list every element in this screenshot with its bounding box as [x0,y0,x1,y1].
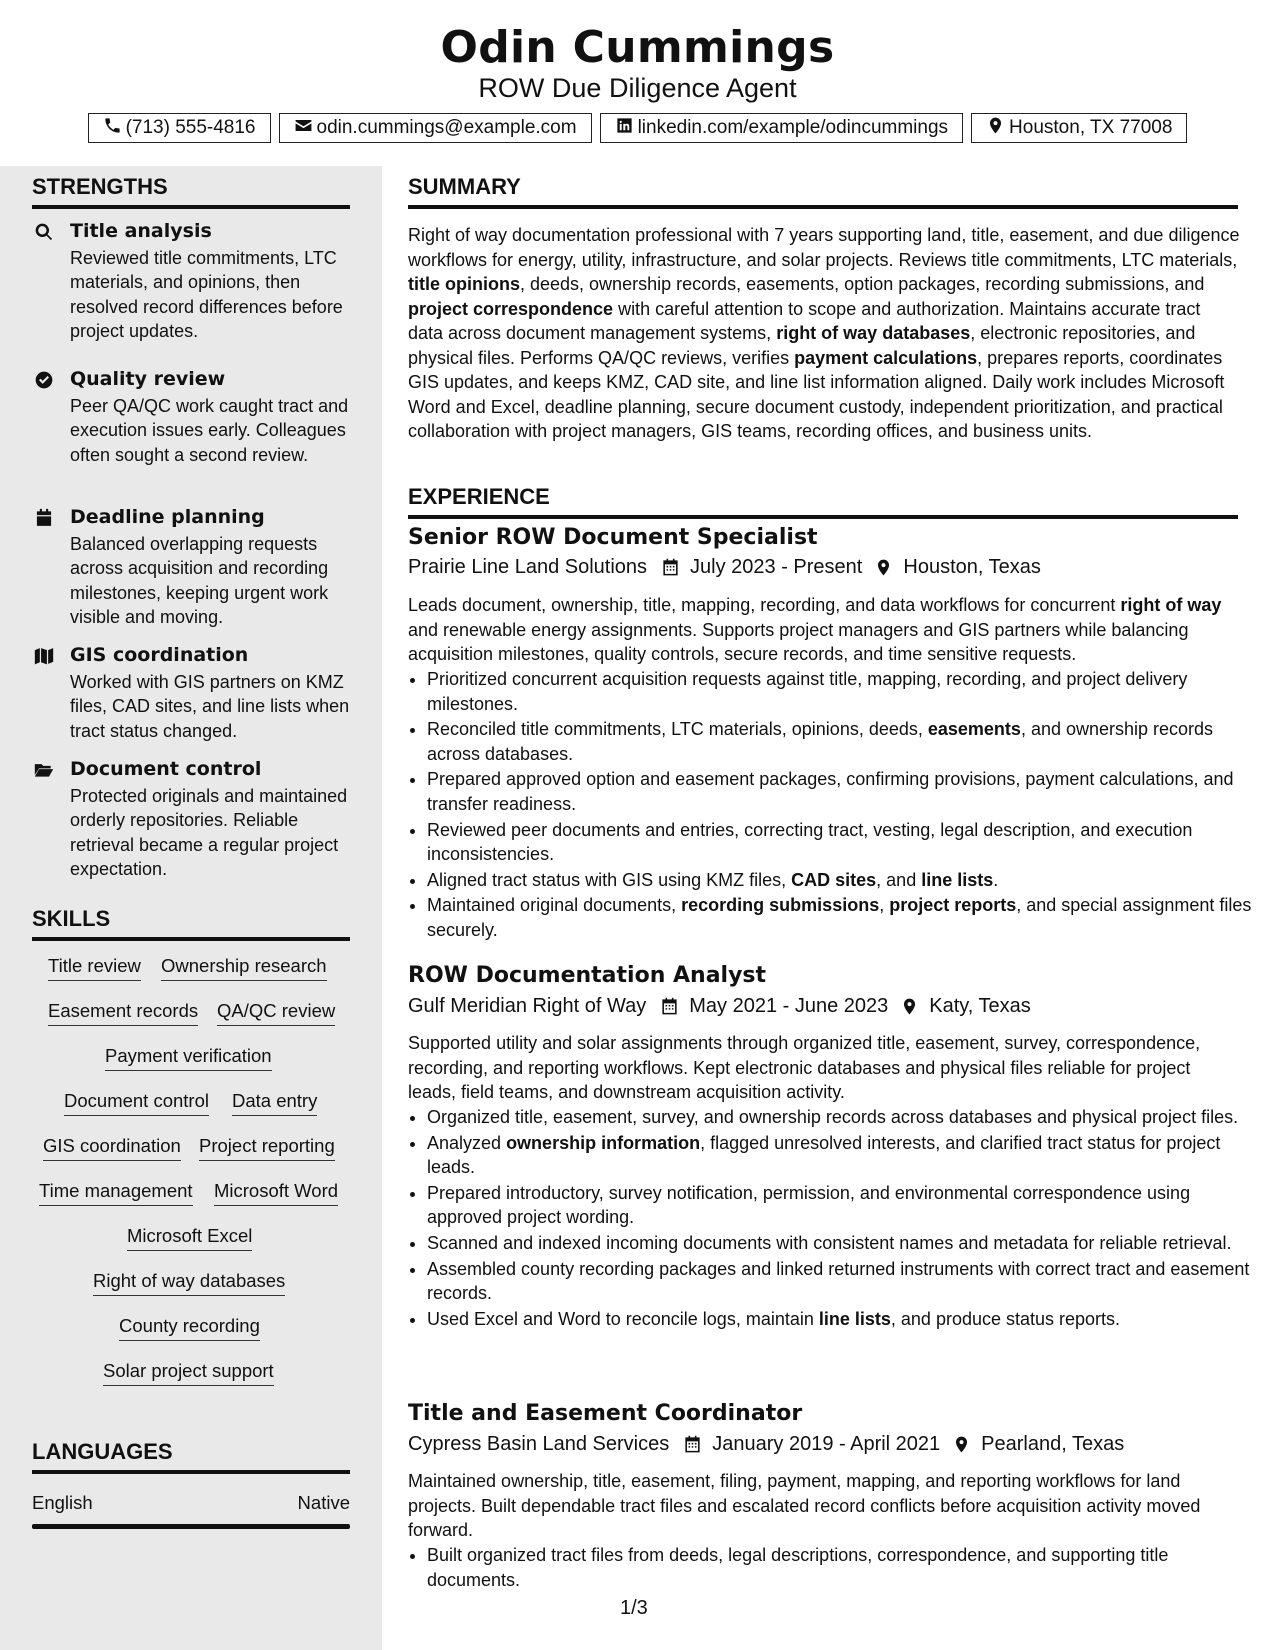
skill-tag: Time management [39,1180,193,1206]
map-icon [34,646,54,666]
skill-tag: Data entry [232,1090,317,1116]
language-row [32,1492,350,1518]
skill-tag: County recording [119,1315,260,1341]
summary-heading: SUMMARY [408,174,1238,209]
job-title: Senior ROW Document Specialist [408,525,818,550]
page-number: 1/3 [620,1597,648,1619]
job-meta [408,995,1031,1018]
map-pin-icon [952,1435,971,1454]
check-circle-icon [34,370,54,390]
language-name: English [32,1492,93,1513]
contact-bar [0,113,1275,143]
list-item: • Scanned and indexed incoming documents with consistent names and metadata for reliable retrieval. [427,1231,1259,1256]
linkedin-text: linkedin.com/example/odincummings [637,117,949,138]
company-name: Prairie Line Land Solutions [408,556,648,578]
skill-tag: Title review [48,955,141,981]
strength-text: Peer QA/QC work caught tract and execution issues early. Colleagues often sought a second review. [70,396,349,465]
list-item: • Reconciled title commitments, LTC materials, opinions, deeds, easements, and ownership records across databases. [427,717,1259,766]
job-dates: July 2023 - Present [690,556,863,578]
job-title: ROW Documentation Analyst [408,963,767,988]
job-title: Title and Easement Coordinator [408,1401,803,1426]
strengths-heading: STRENGTHS [32,174,350,209]
phone-text: (713) 555-4816 [125,117,256,138]
strength-text: Balanced overlapping requests across acquisition and recording milestones, keeping urgent work visible and moving. [70,534,329,627]
search-icon [34,222,54,242]
skill-tag: Payment verification [105,1045,272,1071]
location-text: Houston, TX 77008 [1009,117,1173,138]
list-item: • Maintained original documents, recording submissions, project reports, and special assignment files securely. [427,893,1259,942]
job-description: Supported utility and solar assignments through organized title, easement, survey, correspondence, recording, and reporting workflows. Kept electronic databases and physical files reliable for project leads, field teams, and downstream acquisition activity. [408,1033,1201,1102]
list-item: • Assembled county recording packages and linked returned instruments with correct tract and easement records. [427,1257,1259,1306]
list-item: • Prioritized concurrent acquisition requests against title, mapping, recording, and project delivery milestones. [427,667,1259,716]
job-dates: January 2019 - April 2021 [712,1433,941,1455]
job-location: Houston, Texas [903,556,1041,578]
calendar-icon [660,997,679,1016]
company-name: Cypress Basin Land Services [408,1433,670,1455]
strength-text: Worked with GIS partners on KMZ files, CAD sites, and line lists when tract status changed. [70,672,350,741]
skill-tag: Document control [64,1090,209,1116]
map-pin-icon [874,558,893,577]
skill-tag: Microsoft Word [214,1180,338,1206]
envelope-icon [294,116,313,141]
contact-linkedin[interactable] [600,113,963,143]
calendar-icon [34,508,54,528]
calendar-icon [661,558,680,577]
skill-tag: QA/QC review [217,1000,335,1026]
job-description: Leads document, ownership, title, mapping, recording, and data workflows for concurrent right of way and renewable energy assignments. Supports project managers and GIS partners while balancing acquisition milestones, quality controls, secure records, and time sensitive requests. [408,595,1222,664]
skills-heading: SKILLS [32,906,350,941]
list-item: • Prepared approved option and easement packages, confirming provisions, payment calculations, and transfer readiness. [427,767,1259,816]
summary-text: Right of way documentation professional with 7 years supporting land, title, easement, and due diligence workflows for energy, utility, infrastructure, and solar projects. Reviews title commitments, LTC materials, title opinions, deeds, ownership records, easements, option packages, recording submissions, and project correspondence with careful attention to scope and authorization. Maintains accurate tract data across document management systems, right of way databases, electronic repositories, and physical files. Performs QA/QC reviews, verifies payment calculations, prepares reports, coordinates GIS updates, and keeps KMZ, CAD site, and line list information aligned. Daily work includes Microsoft Word and Excel, deadline planning, secure document custody, independent prioritization, and practical collaboration with project managers, GIS teams, recording offices, and business units. [408,225,1240,441]
list-item: • Reviewed peer documents and entries, correcting tract, vesting, legal description, and execution inconsistencies. [427,818,1259,867]
strength-title: Quality review [70,368,226,390]
calendar-icon [683,1435,702,1454]
contact-email[interactable] [279,113,592,143]
list-item: • Used Excel and Word to reconcile logs, maintain line lists, and produce status reports. [427,1307,1259,1332]
strength-title: GIS coordination [70,644,249,666]
contact-location [971,113,1187,143]
job-bullets [408,1105,1259,1333]
map-pin-icon [900,997,919,1016]
job-meta [408,1433,1124,1456]
skill-tag: Microsoft Excel [127,1225,252,1251]
list-item: • Built organized tract files from deeds, legal descriptions, correspondence, and supporting title documents. [427,1543,1259,1592]
list-item: • Prepared introductory, survey notification, permission, and environmental correspondence using approved project wording. [427,1181,1259,1230]
job-location: Pearland, Texas [981,1433,1125,1455]
linkedin-icon [615,116,634,141]
skill-tag: Easement records [48,1000,198,1026]
contact-phone[interactable] [88,113,271,143]
skill-tag: Project reporting [199,1135,335,1161]
skill-tag: Ownership research [161,955,327,981]
job-bullets [408,1543,1259,1593]
job-meta [408,556,1041,579]
folder-open-icon [34,760,54,780]
map-pin-icon [986,116,1005,141]
strength-title: Deadline planning [70,506,265,528]
job-dates: May 2021 - June 2023 [689,995,889,1017]
skill-tag: Right of way databases [93,1270,285,1296]
skill-tag: Solar project support [103,1360,274,1386]
strength-text: Protected originals and maintained orderly repositories. Reliable retrieval became a regular project expectation. [70,786,348,879]
strength-text: Reviewed title commitments, LTC materials, and opinions, then resolved record differences before project updates. [70,248,343,341]
skill-tag: GIS coordination [43,1135,181,1161]
resume-header [0,0,1275,166]
candidate-role: ROW Due Diligence Agent [478,73,797,103]
list-item: • Analyzed ownership information, flagged unresolved interests, and clarified tract status for project leads. [427,1131,1259,1180]
phone-icon [103,116,122,141]
list-item: • Aligned tract status with GIS using KMZ files, CAD sites, and line lists. [427,868,1259,893]
languages-heading: LANGUAGES [32,1439,350,1474]
job-location: Katy, Texas [929,995,1031,1017]
company-name: Gulf Meridian Right of Way [408,995,647,1017]
job-bullets [408,667,1259,944]
strength-title: Document control [70,758,262,780]
language-level: Native [297,1492,350,1513]
strength-title: Title analysis [70,220,212,242]
language-level-bar [32,1524,350,1529]
list-item: • Organized title, easement, survey, and ownership records across databases and physical project files. [427,1105,1259,1130]
email-text: odin.cummings@example.com [316,117,577,138]
experience-heading: EXPERIENCE [408,484,1238,519]
candidate-name: Odin Cummings [440,22,835,73]
job-description: Maintained ownership, title, easement, filing, payment, mapping, and reporting workflows for land projects. Built dependable tract files and escalated record conflicts before acquisition activity moved forward. [408,1471,1201,1540]
